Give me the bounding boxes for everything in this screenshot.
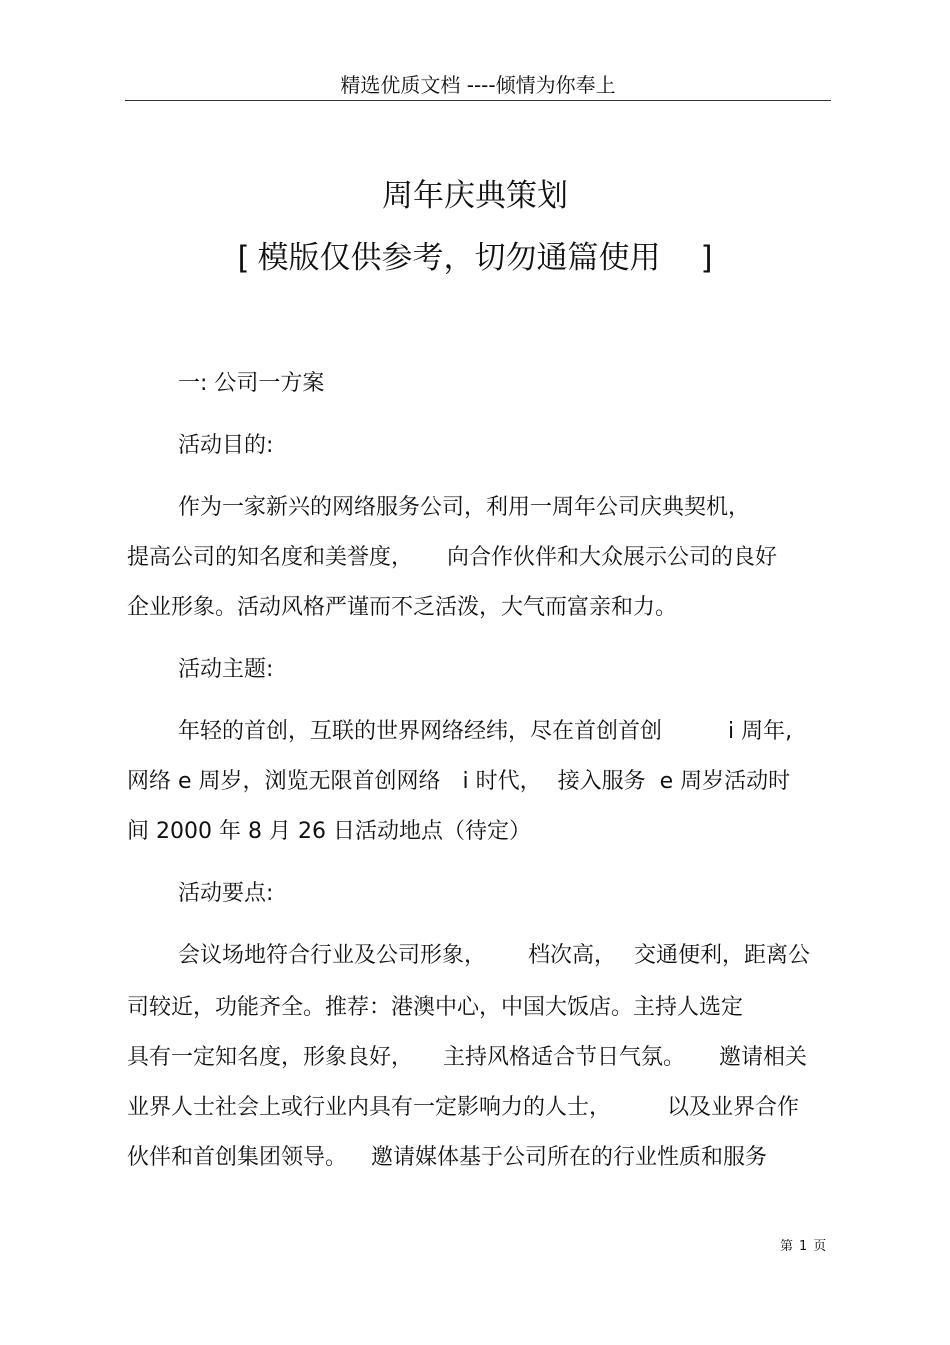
- subtitle-open-bracket: [: [237, 240, 250, 276]
- theme-line-3: 间 2000 年 8 月 26 日活动地点（待定）: [127, 819, 531, 844]
- page-prefix: 第: [780, 1239, 794, 1254]
- document-subtitle: [0, 238, 950, 278]
- page-footer: [780, 1237, 832, 1257]
- purpose-line-1: 作为一家新兴的网络服务公司，利用一周年公司庆典契机，: [178, 495, 751, 520]
- purpose-line-2b: 向合作伙伴和大众展示公司的良好: [447, 545, 778, 570]
- section-heading: 一: 公司一方案: [178, 371, 325, 396]
- points-line-5a: 伙伴和首创集团领导。: [127, 1145, 348, 1170]
- points-line-1: [178, 941, 810, 971]
- points-line-5: [127, 1143, 767, 1173]
- points-line-3a: 具有一定知名度，形象良好，: [127, 1045, 414, 1070]
- theme-line-2: [127, 767, 790, 797]
- theme-line-2c: 接入服务: [557, 769, 646, 794]
- document-title: 周年庆典策划: [382, 178, 568, 214]
- subtitle-text: 模版仅供参考，切勿通篇使用: [257, 240, 661, 276]
- purpose-line-2: [127, 543, 777, 573]
- theme-line-2d: e 周岁活动时: [659, 769, 791, 794]
- theme-line-1a: 年轻的首创，互联的世界网络经纬，尽在首创首创: [178, 719, 663, 744]
- theme-line-2b: i 时代，: [462, 769, 542, 794]
- theme-heading: 活动主题:: [178, 657, 274, 682]
- theme-line-2a: 网络 e 周岁，浏览无限首创网络: [127, 769, 441, 794]
- header-divider: [125, 100, 831, 101]
- page-suffix: 页: [813, 1239, 827, 1254]
- theme-line-1b: i 周年,: [728, 719, 793, 744]
- subtitle-close-bracket: ]: [700, 240, 713, 276]
- points-line-3: [127, 1043, 807, 1073]
- purpose-heading: 活动目的:: [178, 433, 274, 458]
- points-heading: 活动要点:: [178, 881, 274, 906]
- document-header: 精选优质文档 ----倾情为你奉上: [340, 73, 616, 97]
- points-line-1c: 交通便利，距离公: [634, 943, 811, 968]
- points-line-5b: 邀请媒体基于公司所在的行业性质和服务: [371, 1145, 768, 1170]
- points-line-1b: 档次高，: [528, 943, 617, 968]
- points-line-4b: 以及业界合作: [667, 1095, 800, 1120]
- points-line-3b: 主持风格适合节日气氛。: [443, 1045, 686, 1070]
- points-line-4: [127, 1093, 799, 1123]
- points-line-2: 司较近，功能齐全。推荐：港澳中心，中国大饭店。主持人选定: [127, 995, 744, 1020]
- page-number: 1: [799, 1239, 808, 1254]
- points-line-3c: 邀请相关: [719, 1045, 808, 1070]
- purpose-line-3: 企业形象。活动风格严谨而不乏活泼，大气而富亲和力。: [127, 595, 678, 620]
- theme-line-1: [178, 717, 792, 747]
- points-line-4a: 业界人士社会上或行业内具有一定影响力的人士，: [127, 1095, 612, 1120]
- points-line-1a: 会议场地符合行业及公司形象，: [178, 943, 487, 968]
- purpose-line-2a: 提高公司的知名度和美誉度，: [127, 545, 414, 570]
